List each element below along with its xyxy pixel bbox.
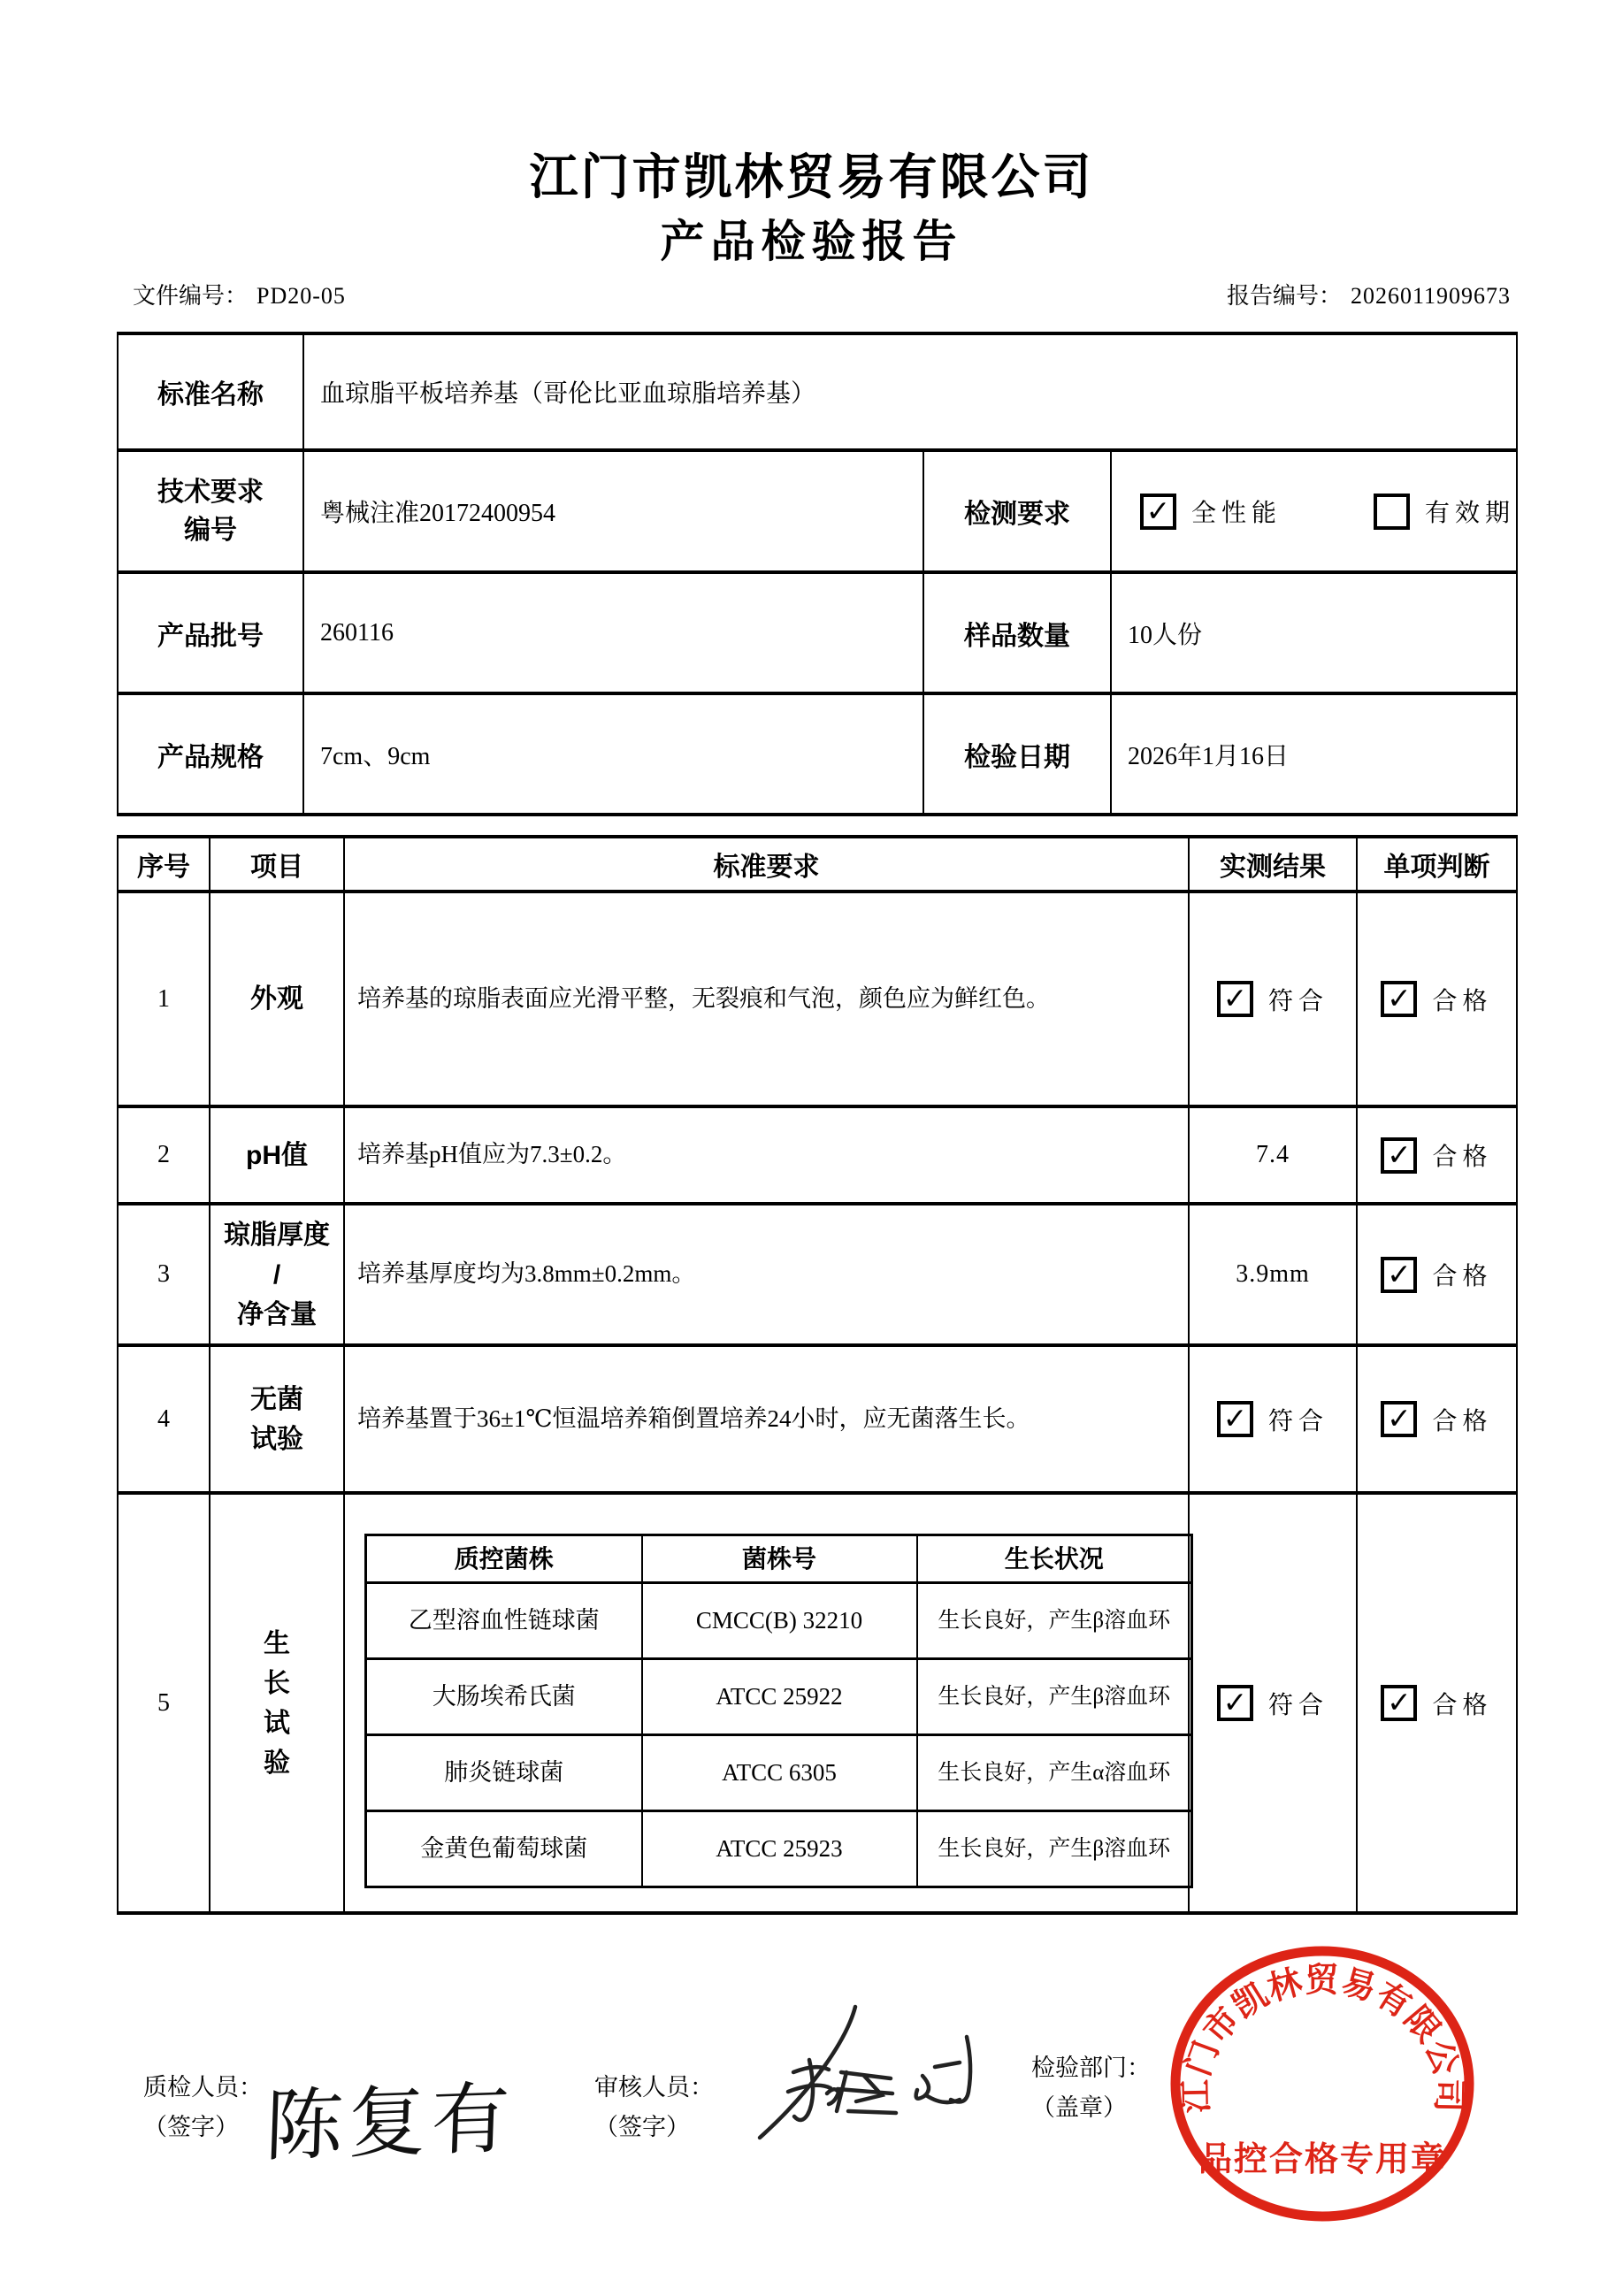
result-checkbox[interactable] bbox=[1217, 1401, 1253, 1437]
company-qc-stamp bbox=[1160, 1939, 1484, 2236]
result-value: 7.4 bbox=[1256, 1141, 1290, 1168]
report-number-value: 2026011909673 bbox=[1350, 283, 1511, 309]
inspection-dept-label: 检验部门： （盖章） bbox=[1031, 2055, 1151, 2121]
col-header-result: 实测结果 bbox=[1189, 837, 1357, 892]
result-label: 符合 bbox=[1267, 987, 1328, 1015]
result-label: 符合 bbox=[1267, 1691, 1328, 1719]
report-number-label: 报告编号： bbox=[1226, 283, 1342, 309]
validity-period-checkbox[interactable] bbox=[1374, 494, 1410, 530]
col-header-strain-no: 菌株号 bbox=[642, 1535, 917, 1583]
judgement-checkbox[interactable] bbox=[1381, 1257, 1417, 1293]
judgement-pass bbox=[1381, 981, 1492, 1017]
check-icon: ✓ bbox=[1387, 1401, 1412, 1435]
standard-name-value: 血琼脂平板培养基（哥伦比亚血琼脂培养基） bbox=[303, 333, 1517, 450]
sample-qty-value: 10人份 bbox=[1111, 572, 1517, 693]
check-icon: ✓ bbox=[1222, 981, 1248, 1015]
doc-number bbox=[133, 278, 346, 310]
test-requirement-label: 检测要求 bbox=[923, 450, 1111, 572]
judgement-pass bbox=[1381, 1257, 1492, 1293]
judgement-label: 合格 bbox=[1432, 1691, 1493, 1719]
judgement-checkbox[interactable] bbox=[1381, 981, 1417, 1017]
check-icon: ✓ bbox=[1222, 1401, 1248, 1435]
check-icon: ✓ bbox=[1387, 981, 1412, 1015]
row-requirement: 培养基的琼脂表面应光滑平整，无裂痕和气泡，颜色应为鲜红色。 bbox=[344, 892, 1189, 1106]
growth-status: 生长良好，产生β溶血环 bbox=[917, 1811, 1192, 1887]
report-number bbox=[1227, 278, 1511, 310]
judgement-label: 合格 bbox=[1432, 1263, 1493, 1290]
growth-status: 生长良好，产生α溶血环 bbox=[917, 1735, 1192, 1811]
test-requirement-options bbox=[1128, 494, 1516, 530]
company-title: 江门市凯林贸易有限公司 bbox=[529, 149, 1094, 204]
standard-name-label: 标准名称 bbox=[118, 333, 303, 450]
table-row bbox=[118, 572, 1517, 693]
option-full-performance bbox=[1140, 494, 1282, 530]
result-conform bbox=[1217, 1685, 1328, 1721]
test-date-value: 2026年1月16日 bbox=[1111, 693, 1517, 815]
report-title: 产品检验报告 bbox=[660, 217, 963, 266]
col-header-growth: 生长状况 bbox=[917, 1535, 1192, 1583]
row-item: 生 长 试 验 bbox=[210, 1493, 344, 1913]
product-info-table bbox=[117, 332, 1518, 816]
row-item: pH值 bbox=[210, 1106, 344, 1204]
tech-requirement-no-value: 粤械注准20172400954 bbox=[303, 450, 923, 572]
row-seq: 3 bbox=[118, 1204, 210, 1345]
col-header-strain: 质控菌株 bbox=[366, 1535, 642, 1583]
table-row bbox=[118, 450, 1517, 572]
check-icon: ✓ bbox=[1387, 1137, 1412, 1172]
check-icon: ✓ bbox=[1387, 1685, 1412, 1719]
reviewer-signature bbox=[747, 1994, 995, 2198]
doc-number-label: 文件编号： bbox=[133, 283, 249, 309]
judgement-label: 合格 bbox=[1432, 1144, 1493, 1171]
judgement-checkbox[interactable] bbox=[1381, 1685, 1417, 1721]
row-item: 无菌 试验 bbox=[210, 1345, 344, 1493]
result-checkbox[interactable] bbox=[1217, 1685, 1253, 1721]
row-seq: 5 bbox=[118, 1493, 210, 1913]
full-performance-label: 全性能 bbox=[1191, 500, 1282, 527]
table-row bbox=[118, 1106, 1517, 1204]
row-requirement: 培养基置于36±1℃恒温培养箱倒置培养24小时，应无菌落生长。 bbox=[344, 1345, 1189, 1493]
strain-number: ATCC 25922 bbox=[642, 1659, 917, 1735]
table-row bbox=[118, 1204, 1517, 1345]
judgement-label: 合格 bbox=[1432, 1407, 1493, 1435]
stamp-arc-text: 江门市凯林贸易有限公司 bbox=[1177, 1962, 1467, 2114]
row-seq: 1 bbox=[118, 892, 210, 1106]
qc-signature: 陈复有 bbox=[264, 2077, 517, 2172]
doc-number-value: PD20-05 bbox=[256, 283, 346, 309]
strain-number: CMCC(B) 32210 bbox=[642, 1583, 917, 1659]
strain-name: 大肠埃希氏菌 bbox=[366, 1659, 642, 1735]
table-row bbox=[366, 1735, 1192, 1811]
result-conform bbox=[1217, 1401, 1328, 1437]
validity-period-label: 有效期 bbox=[1425, 500, 1516, 527]
header-row bbox=[118, 837, 1517, 892]
strain-number: ATCC 25923 bbox=[642, 1811, 917, 1887]
table-row bbox=[366, 1811, 1192, 1887]
header-row bbox=[366, 1535, 1192, 1583]
result-conform bbox=[1217, 981, 1328, 1017]
qc-staff-label: 质检人员： （签字） bbox=[143, 2074, 263, 2140]
col-header-judgement: 单项判断 bbox=[1357, 837, 1517, 892]
growth-test-table bbox=[364, 1534, 1193, 1888]
growth-status: 生长良好，产生β溶血环 bbox=[917, 1659, 1192, 1735]
tech-requirement-no-label: 技术要求编号 bbox=[118, 450, 303, 572]
table-row bbox=[118, 892, 1517, 1106]
check-icon: ✓ bbox=[1387, 1256, 1412, 1291]
check-icon: ✓ bbox=[1222, 1685, 1248, 1719]
table-row bbox=[118, 333, 1517, 450]
row-item: 琼脂厚度 / 净含量 bbox=[210, 1204, 344, 1345]
test-date-label: 检验日期 bbox=[923, 693, 1111, 815]
batch-no-label: 产品批号 bbox=[118, 572, 303, 693]
table-row bbox=[118, 693, 1517, 815]
batch-no-value: 260116 bbox=[303, 572, 923, 693]
table-row bbox=[118, 1345, 1517, 1493]
row-requirement: 培养基厚度均为3.8mm±0.2mm。 bbox=[344, 1204, 1189, 1345]
col-header-seq: 序号 bbox=[118, 837, 210, 892]
spec-value: 7cm、9cm bbox=[303, 693, 923, 815]
strain-name: 乙型溶血性链球菌 bbox=[366, 1583, 642, 1659]
strain-name: 肺炎链球菌 bbox=[366, 1735, 642, 1811]
spec-label: 产品规格 bbox=[118, 693, 303, 815]
table-row bbox=[366, 1659, 1192, 1735]
row-seq: 2 bbox=[118, 1106, 210, 1204]
judgement-checkbox[interactable] bbox=[1381, 1401, 1417, 1437]
sample-qty-label: 样品数量 bbox=[923, 572, 1111, 693]
row-seq: 4 bbox=[118, 1345, 210, 1493]
judgement-pass bbox=[1381, 1685, 1492, 1721]
stamp-bottom-text: 品控合格专用章 bbox=[1198, 2141, 1447, 2178]
table-row bbox=[366, 1583, 1192, 1659]
check-icon: ✓ bbox=[1145, 493, 1171, 528]
result-value: 3.9mm bbox=[1236, 1260, 1310, 1288]
judgement-pass bbox=[1381, 1137, 1492, 1174]
meta-row bbox=[133, 278, 1511, 310]
judgement-label: 合格 bbox=[1432, 987, 1493, 1015]
col-header-item: 项目 bbox=[210, 837, 344, 892]
result-label: 符合 bbox=[1267, 1407, 1328, 1435]
strain-name: 金黄色葡萄球菌 bbox=[366, 1811, 642, 1887]
col-header-requirement: 标准要求 bbox=[344, 837, 1189, 892]
result-checkbox[interactable] bbox=[1217, 981, 1253, 1017]
row-item: 外观 bbox=[210, 892, 344, 1106]
judgement-pass bbox=[1381, 1401, 1492, 1437]
growth-status: 生长良好，产生β溶血环 bbox=[917, 1583, 1192, 1659]
row-requirement: 培养基pH值应为7.3±0.2。 bbox=[344, 1106, 1189, 1204]
option-validity-period bbox=[1374, 494, 1515, 530]
test-result-table bbox=[117, 835, 1518, 1915]
reviewer-label: 审核人员： （签字） bbox=[594, 2074, 714, 2140]
strain-number: ATCC 6305 bbox=[642, 1735, 917, 1811]
table-row bbox=[118, 1493, 1517, 1913]
full-performance-checkbox[interactable] bbox=[1140, 494, 1176, 530]
judgement-checkbox[interactable] bbox=[1381, 1137, 1417, 1174]
